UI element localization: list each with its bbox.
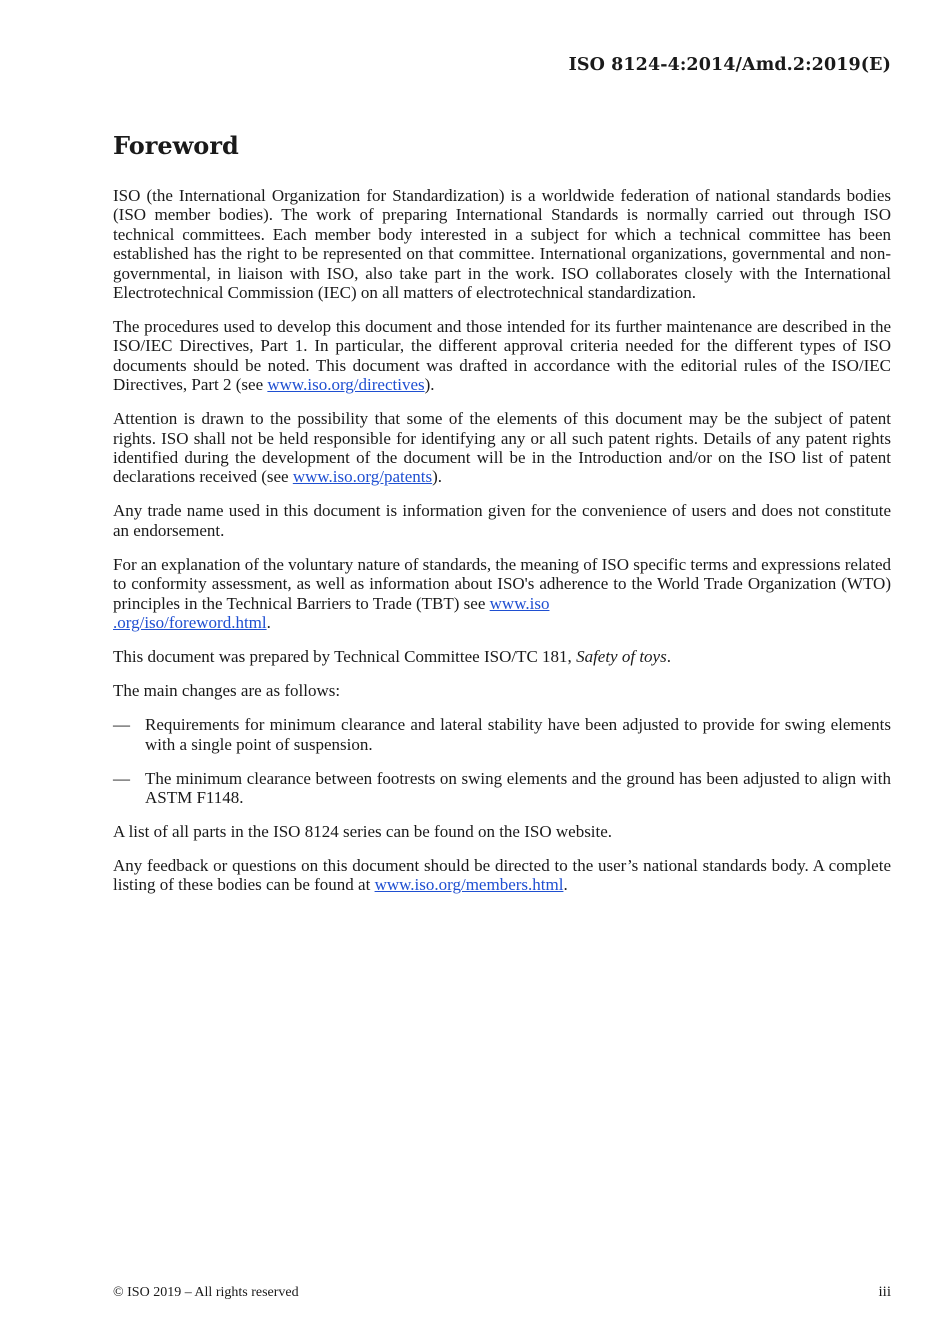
paragraph-main-changes-intro: The main changes are as follows: bbox=[113, 681, 341, 701]
em-dash-marker: — bbox=[113, 715, 130, 735]
main-changes-list bbox=[113, 715, 891, 807]
footer-page-number: iii bbox=[878, 1284, 891, 1300]
paragraph-procedures bbox=[113, 317, 891, 395]
committee-title: Safety of toys bbox=[576, 647, 667, 667]
paragraph-patents-text: Attention is drawn to the possibility that some of the elements of this document may be the subject of patent rights. ISO shall not be held responsible for identifying any or all such patent rights. Details of any patent rights identified during the development of the document will be in the Introduction and/or on the ISO list of patent declarations received (see bbox=[113, 409, 891, 487]
paragraph-prepared-by bbox=[113, 647, 891, 666]
paragraph-procedures-end: ). bbox=[424, 375, 435, 395]
paragraph-series-list: A list of all parts in the ISO 8124 series can be found on the ISO website. bbox=[113, 821, 613, 841]
footer-copyright: © ISO 2019 – All rights reserved bbox=[113, 1285, 299, 1300]
paragraph-voluntary-text: For an explanation of the voluntary nature of standards, the meaning of ISO specific terms and expressions related to conformity assessment, as well as information about ISO's adherence to the World Trade Organization (WTO) principles in the Technical Barriers to Trade (TBT) see bbox=[113, 554, 891, 613]
em-dash-marker: — bbox=[113, 768, 130, 788]
paragraph-voluntary-nature bbox=[113, 555, 891, 633]
document-header-reference: ISO 8124-4:2014/Amd.2:2019(E) bbox=[568, 55, 891, 75]
paragraph-patents-end: ). bbox=[432, 467, 443, 487]
paragraph-prepared-text: This document was prepared by Technical Committee ISO/TC 181, bbox=[113, 647, 577, 667]
link-foreword-part2[interactable]: .org/iso/foreword.html bbox=[113, 613, 267, 633]
paragraph-patents bbox=[113, 409, 891, 487]
paragraph-feedback bbox=[113, 856, 891, 895]
list-item-text: Requirements for minimum clearance and lateral stability have been adjusted to provide for swing elements with a single point of suspension. bbox=[145, 715, 891, 754]
paragraph-iso-overview: ISO (the International Organization for Standardization) is a worldwide federation of national standards bodies (ISO member bodies). The work of preparing International Standards is normally carried out through ISO technical committees. Each member body interested in a subject for which a technical committee has been established has the right to be represented on that committee. International organizations, governmental and non-governmental, in liaison with ISO, also take part in the work. ISO collaborates closely with the International Electrotechnical Commission (IEC) on all matters of electrotechnical standardization. bbox=[113, 186, 891, 303]
link-directives[interactable]: www.iso.org/directives bbox=[267, 375, 425, 395]
paragraph-procedures-text: The procedures used to develop this document and those intended for its further maintenance are described in the ISO/IEC Directives, Part 1. In particular, the different approval criteria needed for the different types of ISO documents should be noted. This document was drafted in accordance with the editorial rules of the ISO/IEC Directives, Part 2 (see bbox=[113, 317, 891, 395]
link-patents[interactable]: www.iso.org/patents bbox=[292, 467, 433, 487]
foreword-body bbox=[113, 186, 891, 909]
paragraph-trade-name: Any trade name used in this document is information given for the convenience of users and does not constitute an endorsement. bbox=[113, 501, 891, 540]
link-members[interactable]: www.iso.org/members.html bbox=[374, 875, 564, 895]
page-title: Foreword bbox=[113, 131, 239, 160]
list-item bbox=[113, 769, 891, 808]
list-item bbox=[113, 715, 891, 754]
list-item-text: The minimum clearance between footrests on swing elements and the ground has been adjusted to align with ASTM F1148. bbox=[145, 768, 891, 807]
paragraph-voluntary-end: . bbox=[266, 613, 271, 633]
link-foreword-part1[interactable]: www.iso bbox=[489, 593, 550, 613]
paragraph-feedback-end: . bbox=[563, 875, 568, 895]
paragraph-feedback-text: Any feedback or questions on this document should be directed to the user’s national standards body. A complete listing of these bodies can be found at bbox=[113, 855, 891, 895]
paragraph-prepared-end: . bbox=[666, 647, 671, 667]
